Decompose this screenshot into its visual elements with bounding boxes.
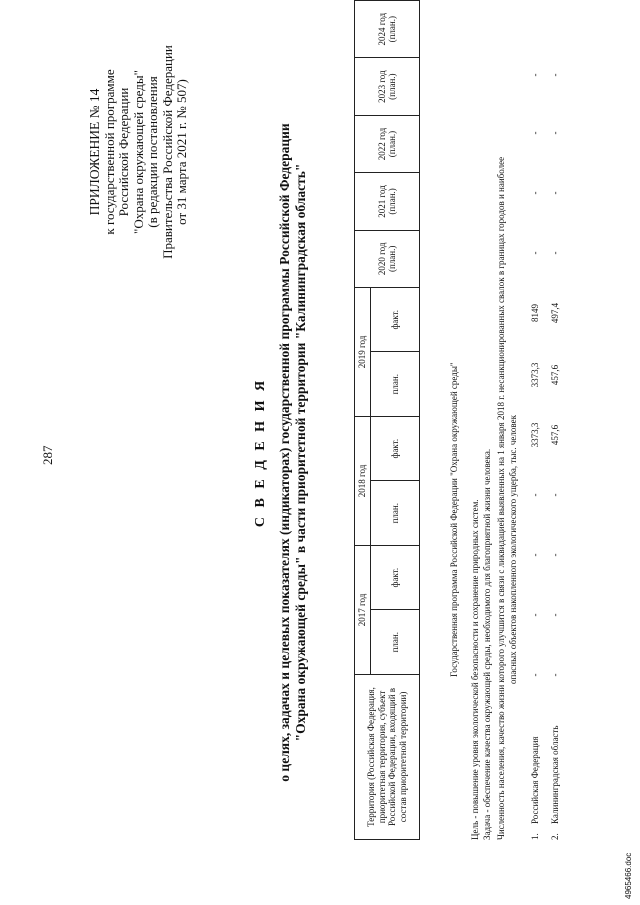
row-value: - [530,251,540,255]
appendix-line: ПРИЛОЖЕНИЕ № 14 [87,88,102,216]
program-line: Государственная программа Российской Федерации "Охрана окружающей среды" [449,362,459,677]
appendix-line: (в редакции постановления [145,76,160,228]
appendix-block [88,17,190,287]
row-value: 3373,3 [530,422,540,448]
row-value: - [530,73,540,77]
appendix-line: к государственной программе [101,69,117,235]
territory-header: Территория (Российская Федерация, приоритетная территория, субъект Российской Федерации, входящий в состав приоритетной территории) [355,674,420,839]
row-value: - [530,673,540,677]
plan-subheader: план. [371,610,420,675]
plan-year-header: 2024 год (план.) [355,1,420,58]
heading-title: С В Е Д Е Н И Я [253,377,268,528]
file-footer: 4965466.doc [624,852,633,899]
plan-subheader: план. [371,481,420,546]
goal-text: Цель - повышение уровня экологической безопасности и сохранение природных систем. [470,499,480,840]
row-value: 497,4 [550,302,560,324]
plan-year-header: 2022 год (план.) [355,115,420,172]
row-value: - [550,131,560,135]
heading-line: о целях, задачах и целевых показателях (индикаторах) государственной программы Российской Федерации [277,123,292,782]
heading-line: "Охрана окружающей среды" в части приоритетной территории "Калининградская область" [293,163,308,742]
row-value: - [530,613,540,617]
row-territory: Калининградская область [550,725,560,824]
task-text: Задача - обеспечение качества окружающей среды, необходимого для благоприятной жизни человека. [481,448,492,840]
year-header: 2019 год [355,288,371,417]
fact-subheader: факт. [371,416,420,480]
plan-year-header: 2023 год (план.) [355,58,420,115]
goal-block [470,449,493,840]
row-value: 457,6 [550,364,560,386]
indicator-table-header [354,0,420,840]
row-number: 1. [530,833,540,840]
row-value: 457,6 [550,424,560,446]
row-value: 3373,3 [530,362,540,388]
appendix-line: от 31 марта 2021 г. № 507) [174,79,189,225]
row-value: - [550,251,560,255]
row-number: 2. [550,833,560,840]
fact-subheader: факт. [371,545,420,609]
row-value: - [530,131,540,135]
indicator-text: Численность населения, качество жизни которого улучшится в связи с ликвидацией выявленных на 1 января 2018 г. несанкционированных свалок в границах городов и наиболее [496,156,506,840]
indicator-block [496,157,519,840]
fact-subheader: факт. [371,288,420,352]
table-row [550,40,564,840]
row-value: 8149 [530,304,540,322]
row-value: - [550,553,560,557]
row-value: - [550,673,560,677]
row-value: - [550,493,560,497]
row-value: - [550,191,560,195]
row-value: - [550,73,560,77]
appendix-line: "Охрана окружающей среды" [130,70,146,234]
plan-year-header: 2021 год (план.) [355,173,420,230]
year-header: 2018 год [355,416,371,545]
row-value: - [530,553,540,557]
appendix-line: Правительства Российской Федерации [159,45,175,259]
page-number: 287 [40,445,55,465]
row-territory: Российская Федерация [530,736,540,824]
row-value: - [530,191,540,195]
plan-subheader: план. [371,352,420,417]
appendix-line: Российской Федерации [116,87,131,217]
row-value: - [530,493,540,497]
document-heading [253,60,309,845]
table-row [530,40,544,840]
indicator-text: опасных объектов накопленного экологического ущерба, тыс. человек [507,415,518,684]
year-header: 2017 год [355,545,371,674]
plan-year-header: 2020 год (план.) [355,230,420,287]
row-value: - [550,613,560,617]
